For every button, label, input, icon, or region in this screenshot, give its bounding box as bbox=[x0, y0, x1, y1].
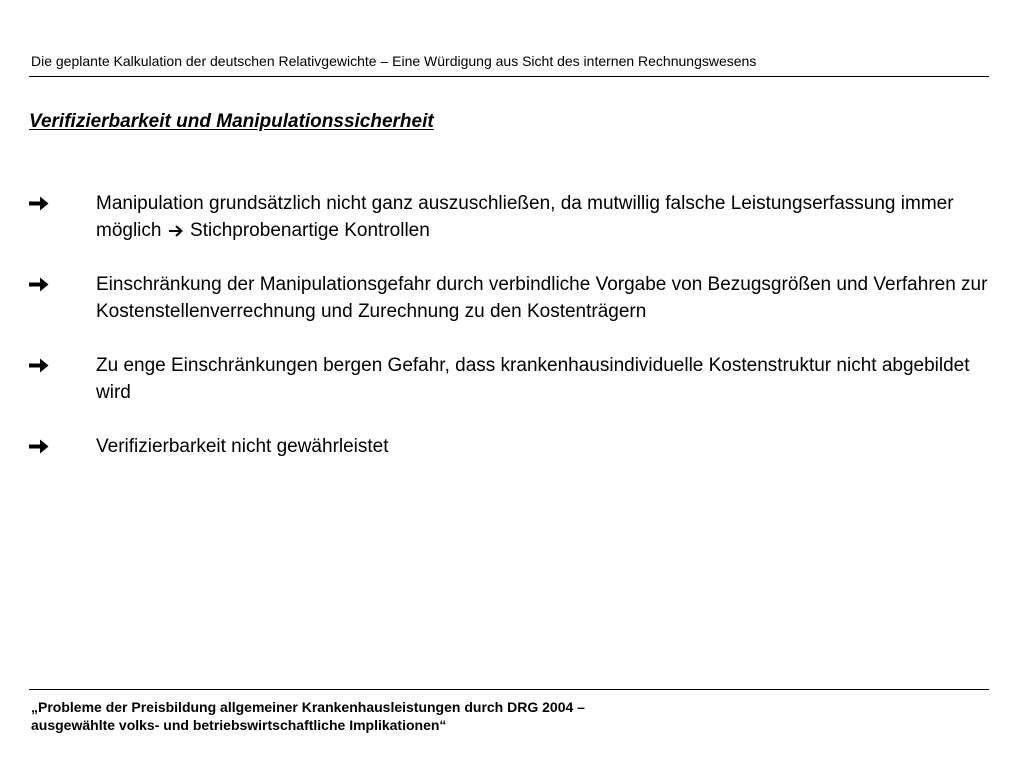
right-arrow-icon bbox=[29, 439, 49, 454]
footer-divider bbox=[29, 689, 989, 690]
bullet-text: Einschränkung der Manipulationsgefahr durch verbindliche Vorgabe von Bezugsgrößen und Verfahren zur Kostenstellenverrechnung und Zurechnung zu den Kostenträgern bbox=[96, 274, 988, 322]
section-title: Verifizierbarkeit und Manipulationssicherheit bbox=[29, 111, 434, 132]
header-divider bbox=[29, 76, 989, 77]
bullet-item bbox=[29, 190, 989, 244]
right-arrow-icon bbox=[29, 277, 49, 292]
bullet-item bbox=[29, 271, 989, 325]
header-title: Die geplante Kalkulation der deutschen Relativgewichte – Eine Würdigung aus Sicht des internen Rechnungswesens bbox=[31, 53, 757, 69]
bullet-text: Manipulation grundsätzlich nicht ganz auszuschließen, da mutwillig falsche Leistungserfassung immer möglich bbox=[96, 193, 954, 241]
right-arrow-icon bbox=[29, 196, 49, 211]
right-arrow-icon bbox=[29, 358, 49, 373]
footer bbox=[31, 698, 585, 734]
bullet-item bbox=[29, 433, 989, 460]
bullet-text: Verifizierbarkeit nicht gewährleistet bbox=[96, 436, 389, 457]
right-arrow-icon bbox=[169, 225, 183, 237]
footer-line: ausgewählte volks- und betriebswirtschaftliche Implikationen“ bbox=[31, 717, 447, 733]
footer-line: „Probleme der Preisbildung allgemeiner Krankenhausleistungen durch DRG 2004 – bbox=[31, 699, 585, 715]
bullet-text: Zu enge Einschränkungen bergen Gefahr, dass krankenhausindividuelle Kostenstruktur nicht abgebildet wird bbox=[96, 355, 970, 403]
bullet-item bbox=[29, 352, 989, 406]
bullet-list bbox=[29, 190, 989, 487]
bullet-text: Stichprobenartige Kontrollen bbox=[190, 220, 430, 241]
